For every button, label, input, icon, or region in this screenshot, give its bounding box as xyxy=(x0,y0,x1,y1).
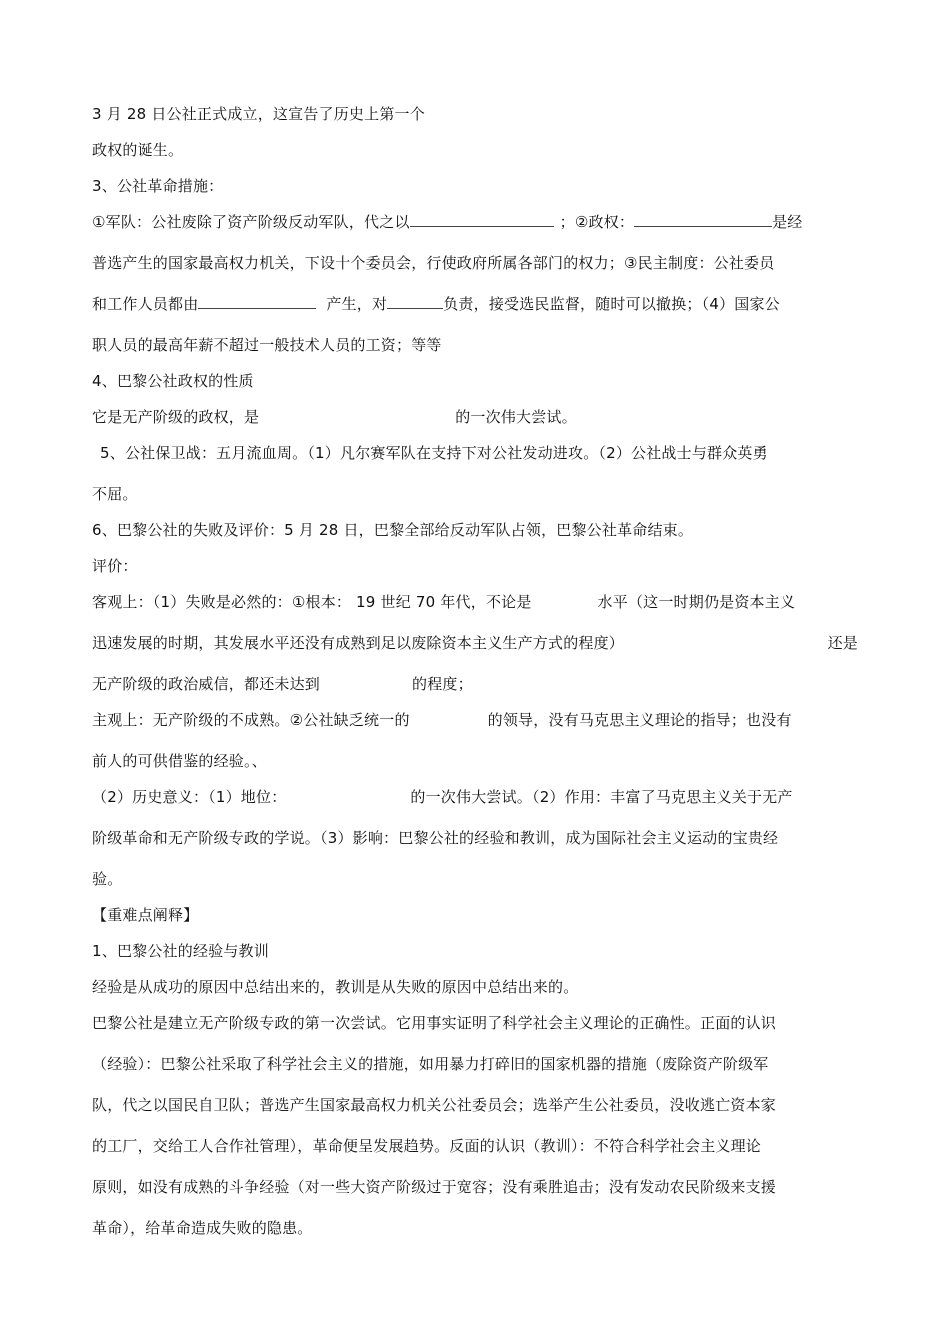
text-segment: 的一次伟大尝试。 xyxy=(455,408,577,426)
text-segment: 还是 xyxy=(827,634,858,652)
text-line xyxy=(92,787,793,807)
text-line xyxy=(92,294,780,314)
text-segment: （2）历史意义：（1）地位： xyxy=(92,788,287,806)
section-heading: 【重难点阐释】 xyxy=(92,906,199,924)
text-line: 经验是从成功的原因中总结出来的，教训是从失败的原因中总结出来的。 xyxy=(92,978,579,996)
text-line: 前人的可供借鉴的经验。、 xyxy=(92,752,267,770)
text-line: （经验）：巴黎公社采取了科学社会主义的措施，如用暴力打碎旧的国家机器的措施（废除资产阶级军 xyxy=(92,1055,769,1073)
blank-underline xyxy=(198,294,316,309)
text-line xyxy=(92,633,858,653)
text-segment: 主观上：无产阶级的不成熟。②公社缺乏统一的 xyxy=(92,711,410,729)
text-line: 政权的诞生。 xyxy=(92,141,184,159)
text-segment: 无产阶级的政治威信，都还未达到 xyxy=(92,675,321,693)
text-line xyxy=(92,407,577,427)
text-segment: 的一次伟大尝试。（2）作用：丰富了马克思主义关于无产 xyxy=(410,788,793,806)
text-segment: 产生，对 xyxy=(326,295,388,313)
text-segment: 负责，接受选民监督，随时可以撤换；（4）国家公 xyxy=(443,295,780,313)
text-line: 不屈。 xyxy=(92,485,138,503)
text-segment: 和工作人员都由 xyxy=(92,295,199,313)
text-segment: 的程度； xyxy=(412,675,473,693)
text-line: 原则，如没有成熟的斗争经验（对一些大资产阶级过于宽容；没有乘胜追击；没有发动农民阶级来支援 xyxy=(92,1178,777,1196)
section-heading: 4、巴黎公社政权的性质 xyxy=(92,372,254,390)
text-segment: 是经 xyxy=(772,213,803,231)
section-heading: 1、巴黎公社的经验与教训 xyxy=(92,942,269,960)
section-heading: 3、公社革命措施： xyxy=(92,177,224,195)
text-line: 阶级革命和无产阶级专政的学说。（3）影响：巴黎公社的经验和教训，成为国际社会主义运动的宝贵经 xyxy=(92,829,779,847)
blank-underline xyxy=(387,294,443,309)
text-segment: ①军队：公社废除了资产阶级反动军队，代之以 xyxy=(92,213,410,231)
text-segment: 迅速发展的时期，其发展水平还没有成熟到足以废除资本主义生产方式的程度） xyxy=(92,634,625,652)
text-line xyxy=(92,674,473,694)
text-line: 评价： xyxy=(92,557,138,575)
text-segment: 它是无产阶级的政权，是 xyxy=(92,408,260,426)
text-line: 的工厂，交给工人合作社管理），革命便呈发展趋势。反面的认识（教训）：不符合科学社会主义理论 xyxy=(92,1137,762,1155)
blank-underline xyxy=(634,212,772,227)
text-segment: 客观上：（1）失败是必然的：①根本： 19 世纪 70 年代，不论是 xyxy=(92,593,532,611)
text-line: 巴黎公社是建立无产阶级专政的第一次尝试。它用事实证明了科学社会主义理论的正确性。正面的认识 xyxy=(92,1014,777,1032)
text-line: 队，代之以国民自卫队；普选产生国家最高权力机关公社委员会；选举产生公社委员，没收逃亡资本家 xyxy=(92,1096,777,1114)
text-line xyxy=(92,592,795,612)
text-segment: 水平（这一时期仍是资本主义 xyxy=(597,593,796,611)
blank-underline xyxy=(410,212,554,227)
text-line: 3 月 28 日公社正式成立，这宣告了历史上第一个 xyxy=(92,105,425,123)
text-line: 6、巴黎公社的失败及评价：5 月 28 日，巴黎全部给反动军队占领，巴黎公社革命结束。 xyxy=(92,521,694,539)
text-line: 革命），给革命造成失败的隐患。 xyxy=(92,1219,313,1237)
text-line: 普选产生的国家最高权力机关，下设十个委员会，行使政府所属各部门的权力；③民主制度：公社委员 xyxy=(92,254,775,272)
text-line: 5、公社保卫战：五月流血周。（1）凡尔赛军队在支持下对公社发动进攻。（2）公社战士与群众英勇 xyxy=(100,444,768,462)
text-line: 验。 xyxy=(92,870,123,888)
text-line xyxy=(92,710,792,730)
text-segment: 的领导，没有马克思主义理论的指导；也没有 xyxy=(487,711,792,729)
text-line: 职人员的最高年薪不超过一般技术人员的工资；等等 xyxy=(92,336,442,354)
text-segment: ；②政权： xyxy=(559,213,635,231)
text-line xyxy=(92,212,803,232)
